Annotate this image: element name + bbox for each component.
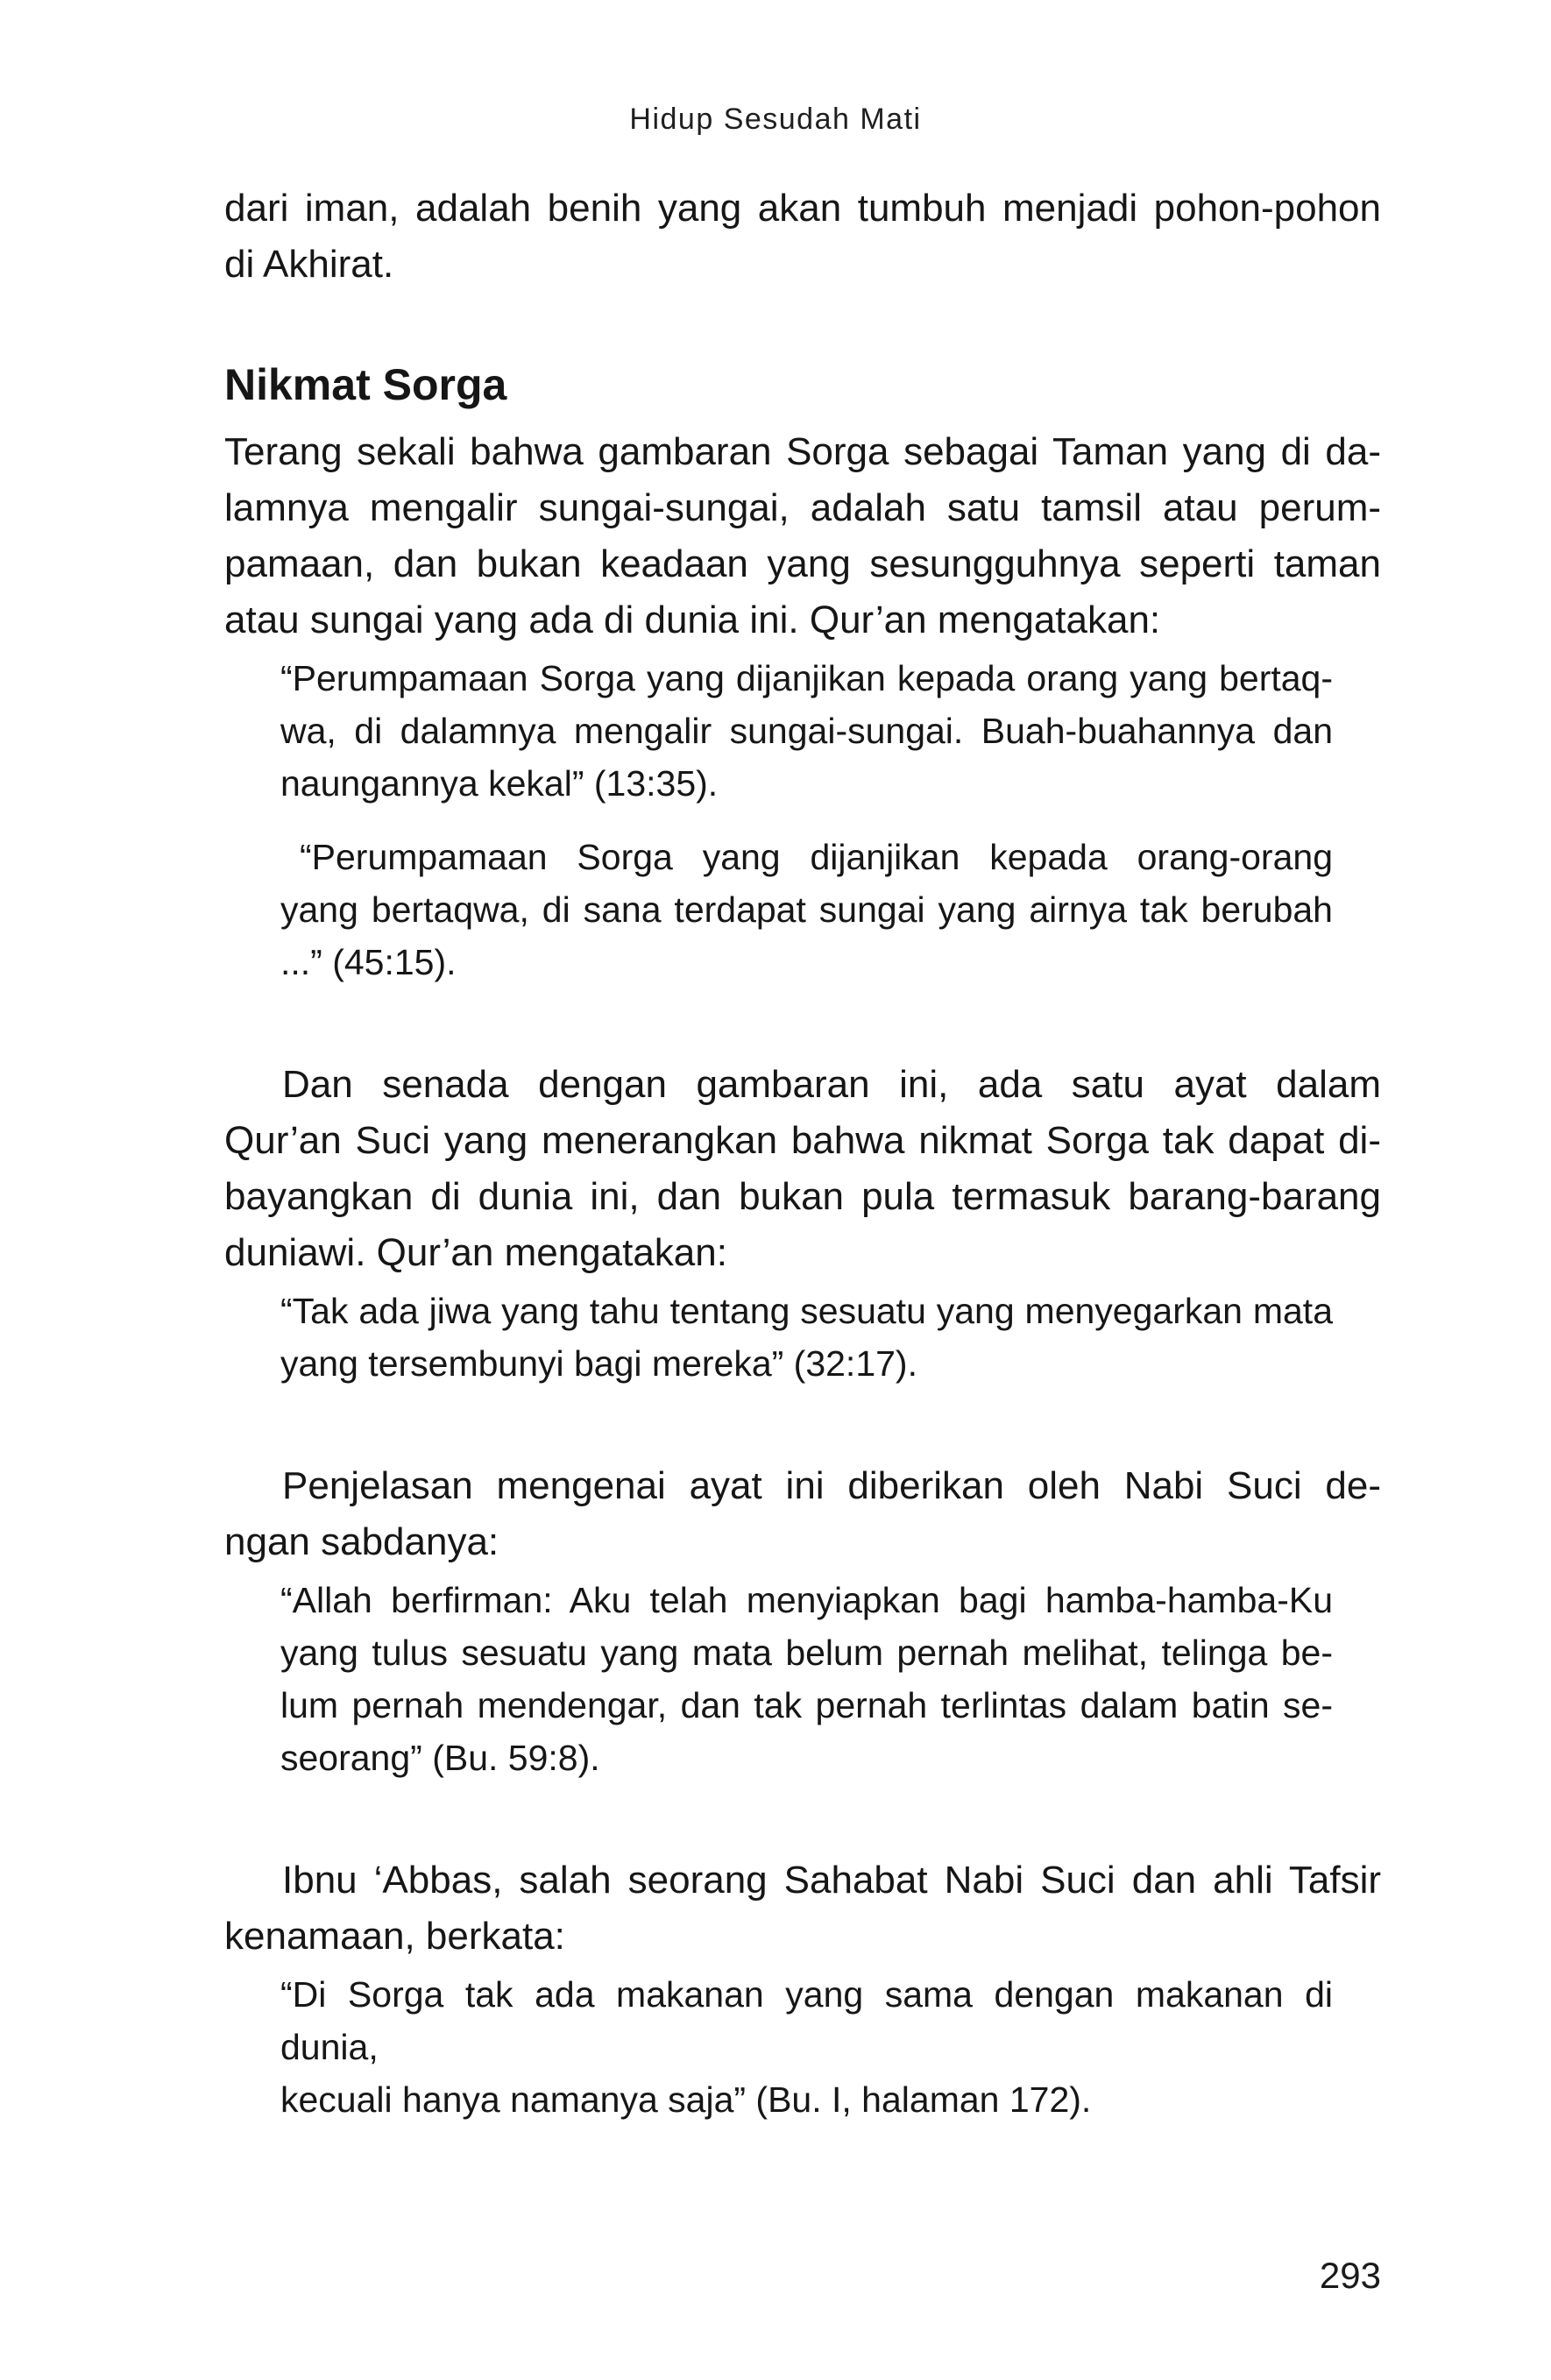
- text-line: pamaan, dan bukan keadaan yang sesungguhnya seperti taman: [224, 542, 1381, 585]
- paragraph: [224, 1458, 1381, 1570]
- text-line: “Perumpamaan Sorga yang dijanjikan kepada orang-orang: [300, 837, 1333, 877]
- text-line: “Di Sorga tak ada makanan yang sama dengan makanan di dunia,: [280, 1974, 1333, 2067]
- text-line: atau sungai yang ada di dunia ini. Qur’an mengatakan:: [224, 599, 1161, 641]
- text-line: di Akhirat.: [224, 243, 394, 286]
- paragraph: [224, 1057, 1381, 1281]
- text-line: Qur’an Suci yang menerangkan bahwa nikmat Sorga tak dapat di-: [224, 1119, 1381, 1162]
- text-line: naungannya kekal” (13:35).: [280, 763, 719, 804]
- paragraph: [224, 181, 1381, 293]
- text-line: dari iman, adalah benih yang akan tumbuh menjadi pohon-pohon: [224, 187, 1381, 230]
- text-line: Penjelasan mengenai ayat ini diberikan oleh Nabi Suci de-: [282, 1464, 1381, 1507]
- text-line: bayangkan di dunia ini, dan bukan pula termasuk barang-barang: [224, 1175, 1381, 1218]
- text-line: kecuali hanya namanya saja” (Bu. I, halaman 172).: [280, 2079, 1092, 2120]
- text-line: ngan sabdanya:: [224, 1520, 499, 1563]
- running-header: [0, 0, 1551, 137]
- text-line: yang bertaqwa, di sana terdapat sungai yang airnya tak berubah: [280, 889, 1333, 930]
- paragraph: [224, 424, 1381, 648]
- text-line: Ibnu ‘Abbas, salah seorang Sahabat Nabi Suci dan ahli Tafsir: [282, 1859, 1381, 1902]
- text-line: kenamaan, berkata:: [224, 1915, 565, 1958]
- text-line: ...” (45:15).: [280, 942, 457, 982]
- text-line: lamnya mengalir sungai-sungai, adalah satu tamsil atau perum-: [224, 486, 1381, 529]
- text-line: “Perumpamaan Sorga yang dijanjikan kepada orang yang bertaq-: [280, 658, 1333, 698]
- quote-block: [280, 1968, 1333, 2126]
- page-number: 293: [1319, 2255, 1381, 2296]
- page-body: [224, 181, 1381, 2126]
- text-line: wa, di dalamnya mengalir sungai-sungai. Buah-buahannya dan: [280, 711, 1333, 751]
- quote-block: [280, 652, 1333, 810]
- text-line: seorang” (Bu. 59:8).: [280, 1738, 600, 1778]
- text-line: duniawi. Qur’an mengatakan:: [224, 1231, 727, 1274]
- text-line: Terang sekali bahwa gambaran Sorga sebagai Taman yang di da-: [224, 430, 1381, 473]
- quote-block: [280, 1574, 1333, 1784]
- text-line: “Tak ada jiwa yang tahu tentang sesuatu yang menyegarkan mata: [280, 1291, 1333, 1331]
- text-line: Dan senada dengan gambaran ini, ada satu ayat dalam: [282, 1063, 1381, 1106]
- text-line: yang tulus sesuatu yang mata belum pernah melihat, telinga be-: [280, 1633, 1333, 1673]
- quote-block: [280, 831, 1333, 988]
- text-line: lum pernah mendengar, dan tak pernah terlintas dalam batin se-: [280, 1685, 1333, 1725]
- text-line: yang tersembunyi bagi mereka” (32:17).: [280, 1343, 917, 1384]
- running-header-title: Hidup Sesudah Mati: [629, 103, 922, 136]
- section-heading: [224, 359, 1381, 410]
- quote-block: [280, 1285, 1333, 1390]
- text-line: Nikmat Sorga: [224, 360, 507, 409]
- text-line: “Allah berfirman: Aku telah menyiapkan bagi hamba-hamba-Ku: [280, 1580, 1333, 1620]
- paragraph: [224, 1852, 1381, 1965]
